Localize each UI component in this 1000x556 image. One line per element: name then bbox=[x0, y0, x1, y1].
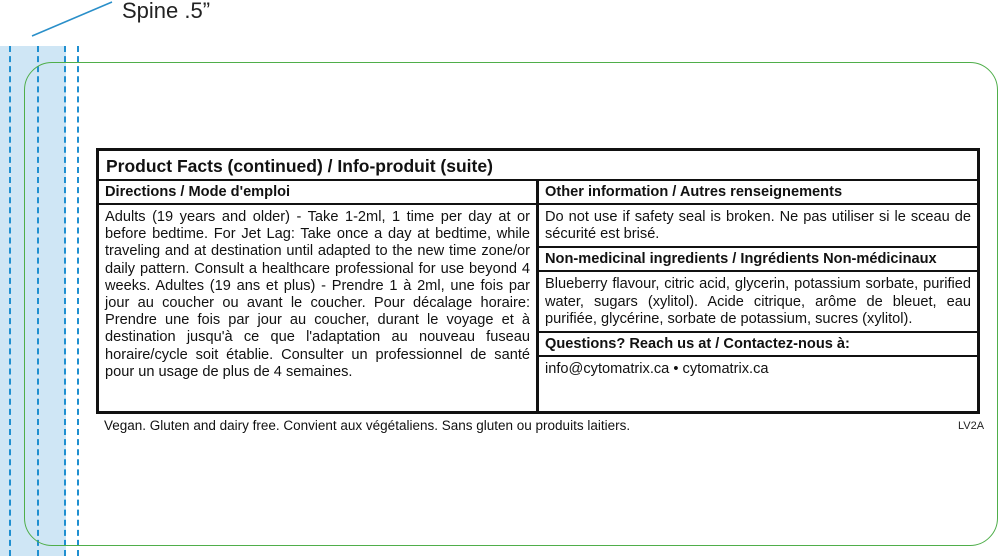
other-information-section bbox=[539, 181, 977, 248]
directions-text: Adults (19 years and older) - Take 1-2ml, 1 time per day at or before bedtime. For Jet Lag: Take once a day at bedtime, while traveling and at destination until adapted to the new time zone/or daily pattern. Consult a healthcare professional for use beyond 4 weeks. Adultes (19 ans et plus) - Prendre 1 à 2ml, une fois par jour au coucher ou avant le coucher. Pour décalage horaire: Prendre une fois par jour au coucher, durant le voyage et à destination jusqu'à ce que l'adaptation au nouveau fuseau horaire/cycle soit établie. Consulter un professionnel de santé pour un usage de plus de 4 semaines. bbox=[105, 209, 530, 380]
other-information-text: Do not use if safety seal is broken. Ne pas utiliser si le sceau de sécurité est brisé. bbox=[545, 209, 971, 243]
spine-fold-line bbox=[9, 46, 11, 556]
directions-heading: Directions / Mode d'emploi bbox=[99, 181, 536, 205]
product-facts-panel bbox=[96, 148, 980, 414]
other-information-heading: Other information / Autres renseignements bbox=[539, 181, 977, 205]
spine-leader-line bbox=[30, 0, 130, 40]
spine-label: Spine .5” bbox=[122, 0, 211, 23]
label-code: LV2A bbox=[958, 420, 985, 432]
non-medicinal-text: Blueberry flavour, citric acid, glycerin, potassium sorbate, purified water, sugars (xylitol). Acide citrique, arôme de bleuet, eau purifiée, glycérine, sorbate de potassium, sucres (xylitol). bbox=[545, 276, 971, 327]
dietary-note: Vegan. Gluten and dairy free. Convient aux végétaliens. Sans gluten ou produits laitiers. bbox=[104, 418, 631, 433]
contact-info: info@cytomatrix.ca • cytomatrix.ca bbox=[545, 361, 769, 378]
non-medicinal-section bbox=[539, 248, 977, 333]
panel-title: Product Facts (continued) / Info-produit (suite) bbox=[99, 151, 977, 181]
directions-section bbox=[99, 181, 539, 411]
questions-section bbox=[539, 333, 977, 378]
questions-heading: Questions? Reach us at / Contactez-nous à: bbox=[539, 333, 977, 357]
non-medicinal-heading: Non-medicinal ingredients / Ingrédients Non-médicinaux bbox=[539, 248, 977, 272]
